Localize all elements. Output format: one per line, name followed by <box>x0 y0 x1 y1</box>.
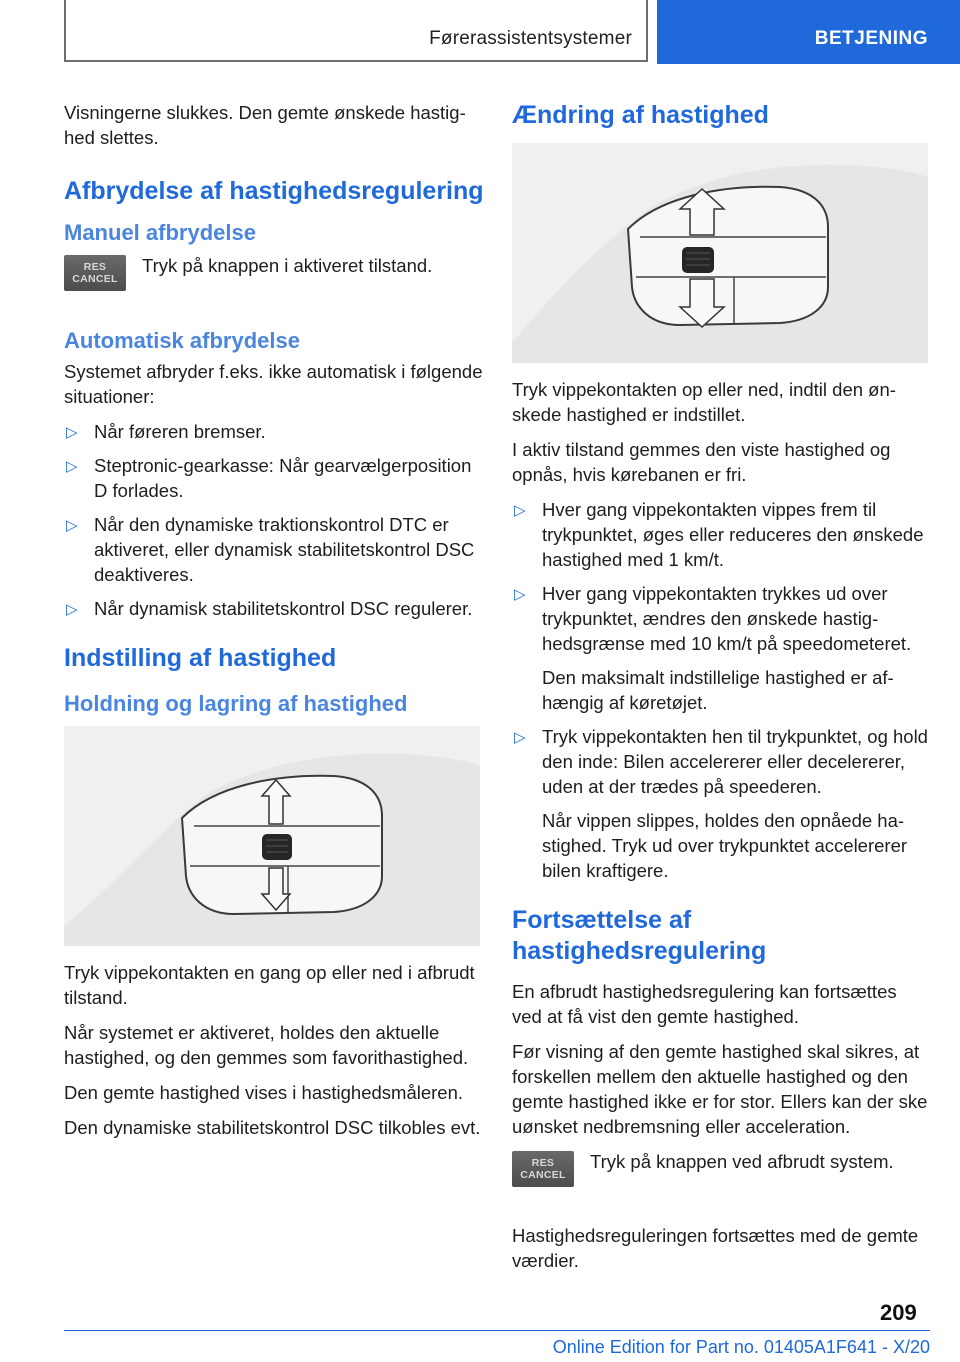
list-item-note: Den maksimalt indstillelige hastighed er afhængig af køretøjet. <box>542 667 894 713</box>
resume-button-text: Tryk på knappen ved afbrudt system. <box>590 1151 894 1172</box>
steering-wheel-rocker-image-2 <box>512 143 928 363</box>
header-chapter-tab <box>657 0 960 64</box>
resume-cancel-row <box>512 1149 930 1209</box>
triangle-bullet-icon: ▷ <box>66 458 78 475</box>
hold-paragraph-4: Den dynamiske stabilitetskontrol DSC tilkobles evt. <box>64 1117 481 1138</box>
resume-paragraph-3: Hastighedsreguleringen fortsættes med de gemte værdier. <box>512 1225 919 1271</box>
heading-interrupt: Afbrydelse af hastighedsregulering <box>64 177 484 205</box>
auto-intro: Systemet afbryder f.eks. ikke automatisk i følgende situationer: <box>64 361 483 407</box>
cancel-label: CANCEL <box>520 1169 566 1181</box>
list-item: ▷ Når den dynamiske traktionskontrol DTC er aktiveret, eller dynamisk stabilitetskontrol DSC deaktiveres. <box>66 514 475 585</box>
triangle-bullet-icon: ▷ <box>66 424 78 441</box>
heading-resume: Fortsættelse af hastighedsregulering <box>512 906 767 965</box>
list-item: ▷ Hver gang vippekontakten trykkes ud over trykpunktet, ændres den ønskede hastighedsgrænse med 10 km/t på speedometeret. Den maksimalt indstillelige hastighed er afhængig af køretøjet. <box>512 581 930 715</box>
list-item: ▷ Når dynamisk stabilitetskontrol DSC regulerer. <box>64 596 484 621</box>
manual-cancel-row <box>64 253 484 313</box>
res-cancel-button-icon <box>64 255 126 291</box>
hold-paragraph-2: Når systemet er aktiveret, holdes den aktuelle hastighed, og den gemmes som favorithastighed. <box>64 1022 469 1068</box>
list-item: ▷ Når føreren bremser. <box>64 419 484 444</box>
heading-setting: Indstilling af hastighed <box>64 644 337 672</box>
res-label: RES <box>531 1157 555 1169</box>
list-item: ▷ Hver gang vippekontakten vippes frem til trykpunktet, øges eller reduceres den ønskede hastighed med 1 km/t. <box>514 499 924 570</box>
triangle-bullet-icon: ▷ <box>66 517 78 534</box>
heading-change: Ændring af hastighed <box>512 101 769 129</box>
footer-rule <box>64 1330 930 1331</box>
header-section-box <box>64 0 648 62</box>
list-item: ▷ Tryk vippekontakten hen til trykpunktet, og hold den inde: Bilen accelererer eller decelererer, uden at der trædes på speederen. Når vippen slippes, holdes den opnåede hastighed. Tryk ud over trykpunktet accelererer bilen kraftigere. <box>512 724 930 883</box>
left-column <box>64 100 484 1150</box>
list-item: ▷ Steptronic-gearkasse: Når gearvælgerposition D forlades. <box>66 455 472 501</box>
heading-hold: Holdning og lagring af hastighed <box>64 691 408 716</box>
cancel-label: CANCEL <box>72 273 118 285</box>
triangle-bullet-icon: ▷ <box>514 502 526 519</box>
res-cancel-button-icon <box>512 1151 574 1187</box>
triangle-bullet-icon: ▷ <box>514 586 526 603</box>
change-paragraph-2: I aktiv tilstand gemmes den viste hastighed og opnås, hvis kørebanen er fri. <box>512 439 891 485</box>
list-item-note: Når vippen slippes, holdes den opnåede hastighed. Tryk ud over trykpunktet accelererer bilen kraftigere. <box>542 810 908 881</box>
hold-paragraph-3: Den gemte hastighed vises i hastighedsmåleren. <box>64 1082 464 1103</box>
hold-paragraph-1: Tryk vippekontakten en gang op eller ned i afbrudt tilstand. <box>64 962 475 1008</box>
intro-paragraph: Visningerne slukkes. Den gemte ønskede hastighed slettes. <box>64 102 466 148</box>
change-paragraph-1: Tryk vippekontakten op eller ned, indtil den ønskede hastighed er indstillet. <box>512 379 896 425</box>
heading-manual: Manuel afbrydelse <box>64 220 256 245</box>
triangle-bullet-icon: ▷ <box>514 729 526 746</box>
steering-wheel-rocker-image <box>64 726 480 946</box>
footer-edition: Online Edition for Part no. 01405A1F641 - X/20 <box>552 1337 930 1357</box>
res-label: RES <box>83 261 107 273</box>
change-list <box>512 497 930 883</box>
resume-paragraph-1: En afbrudt hastighedsregulering kan fortsættes ved at få vist den gemte hastighed. <box>512 981 897 1027</box>
header-section-title: Førerassistentsystemer <box>429 28 632 49</box>
page-number: 209 <box>880 1300 917 1325</box>
triangle-bullet-icon: ▷ <box>66 601 78 618</box>
heading-auto: Automatisk afbrydelse <box>64 328 300 353</box>
manual-text: Tryk på knappen i aktiveret tilstand. <box>142 255 433 276</box>
right-column <box>512 100 930 1283</box>
auto-list <box>64 419 484 621</box>
resume-paragraph-2: Før visning af den gemte hastighed skal sikres, at forskellen mellem den aktuelle hastighed og den gemte hastighed ikke er for stor. Ellers kan der ske uønsket nedbremsning eller acceleration. <box>512 1041 928 1137</box>
header-chapter-title: BETJENING <box>814 28 928 49</box>
